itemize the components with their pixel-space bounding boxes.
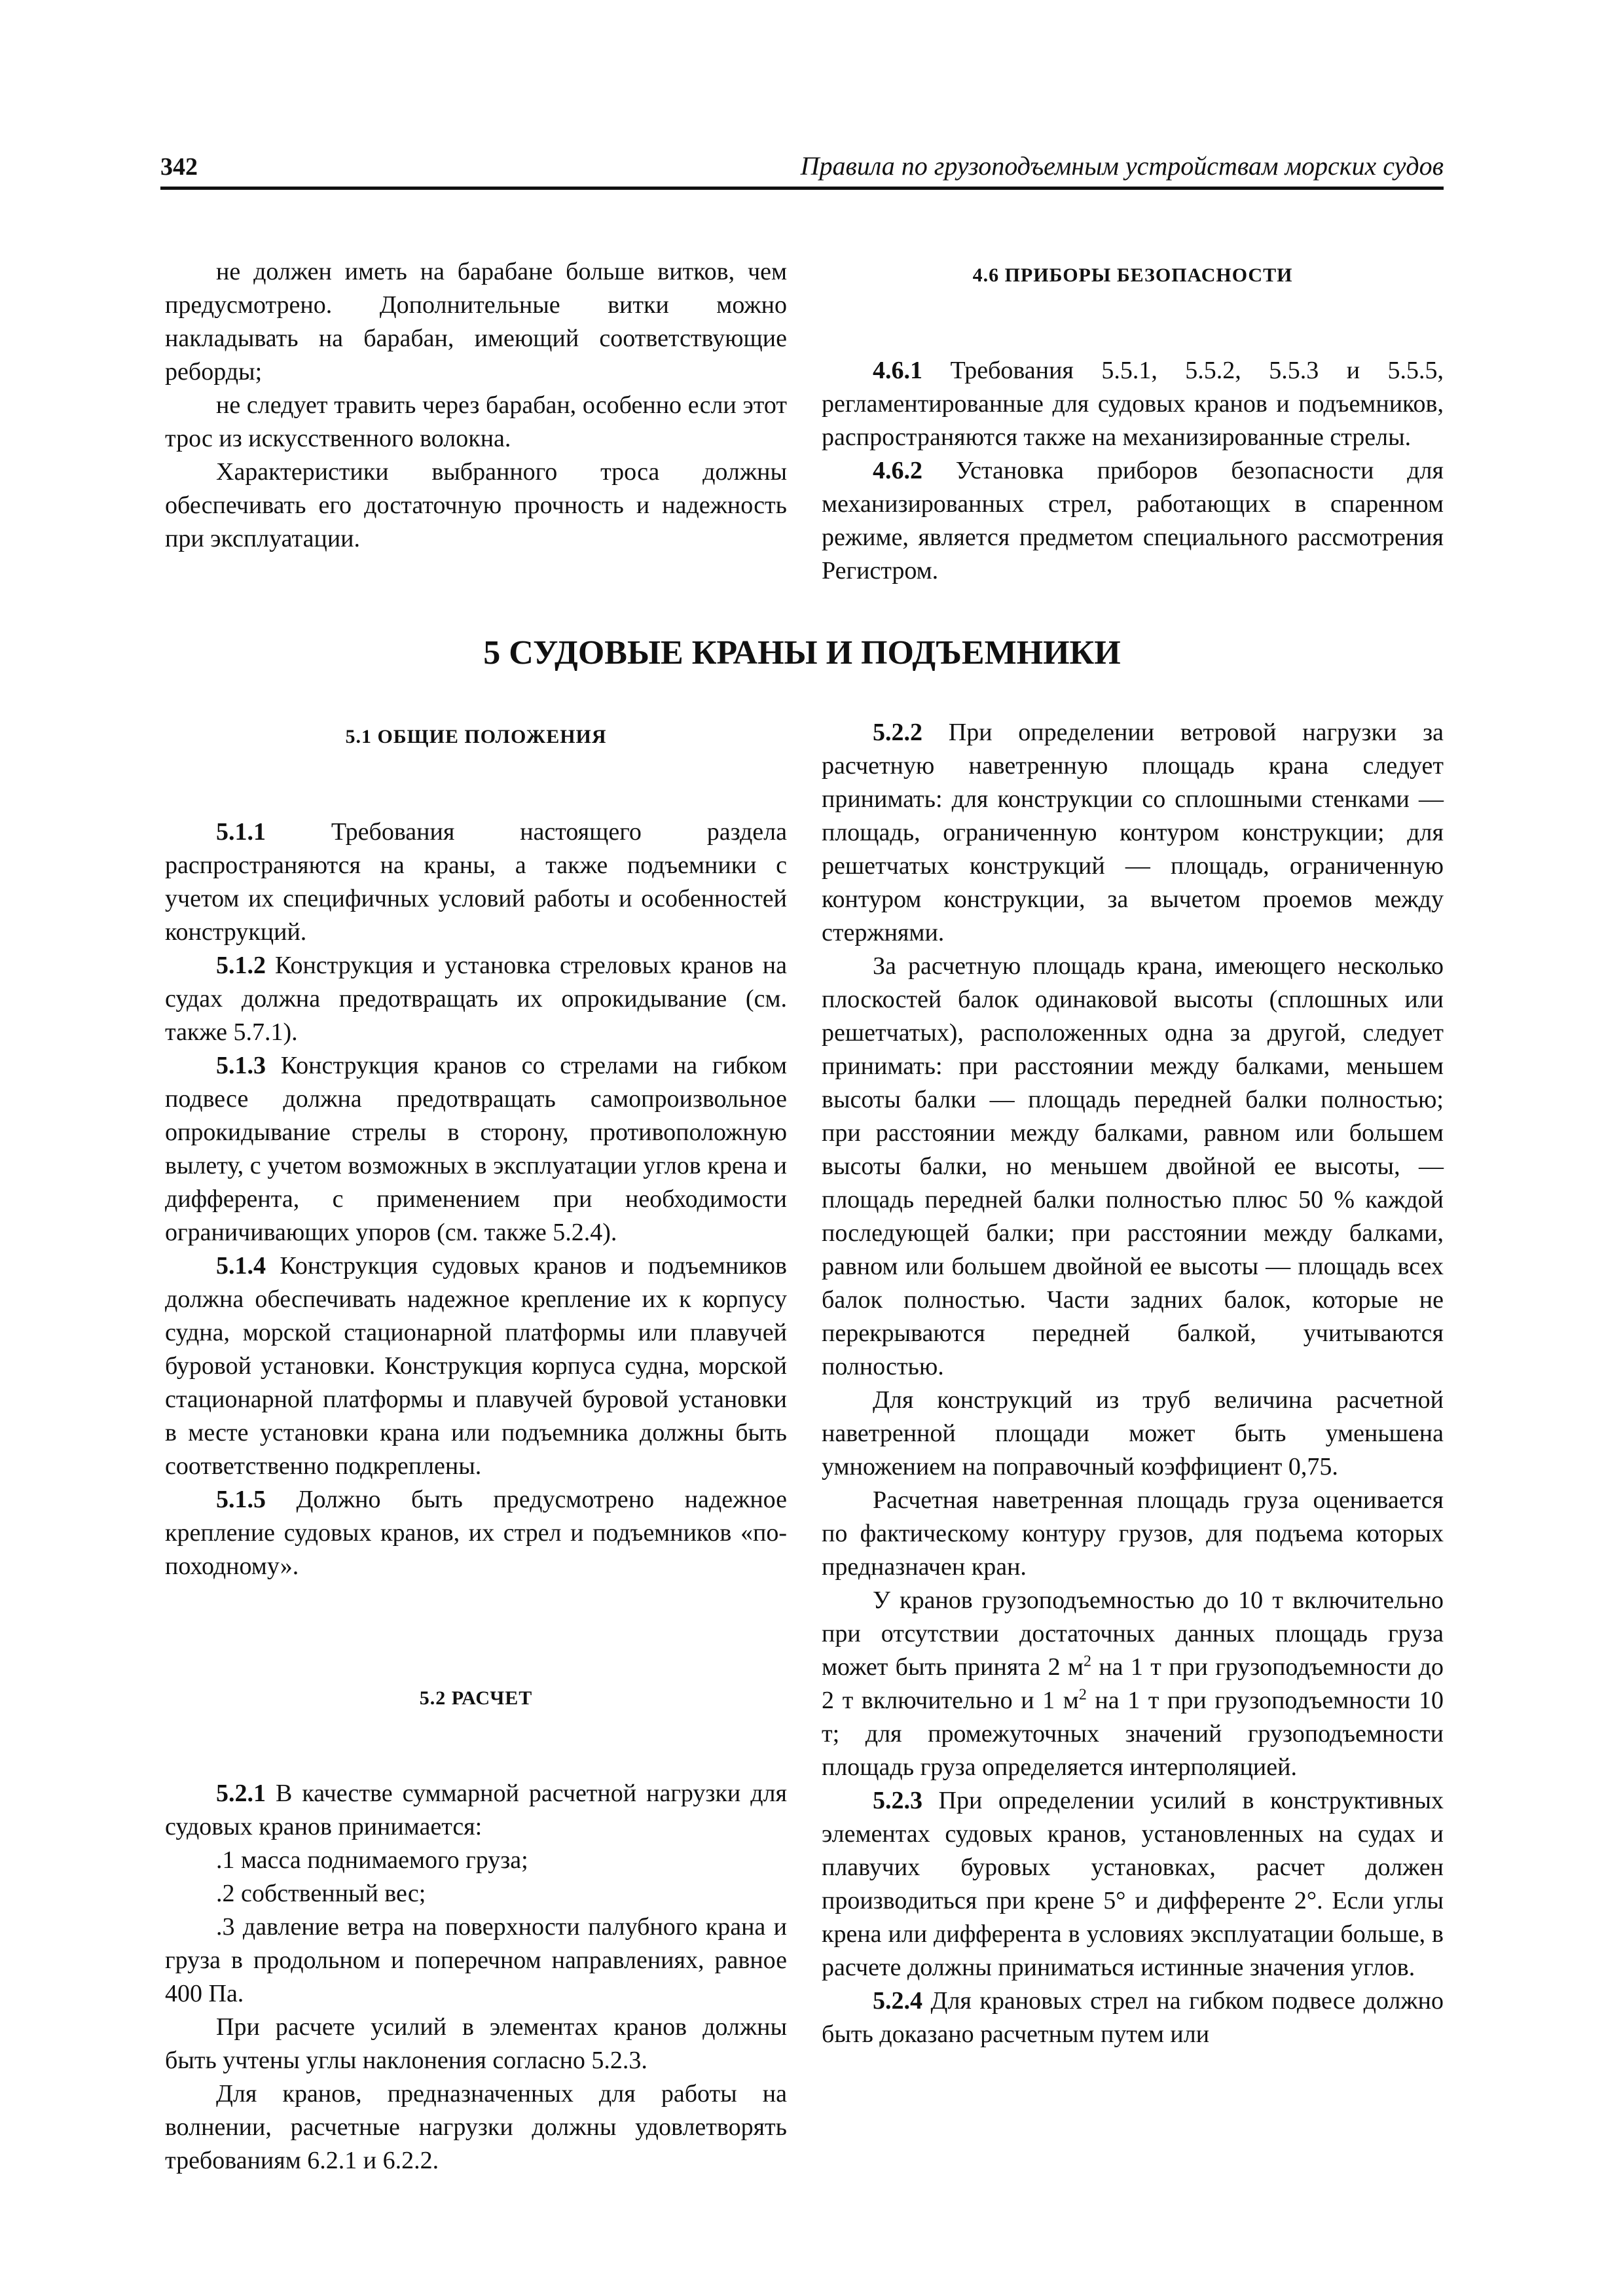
clause-number: 5.2.3 [873,1787,922,1814]
clause-text: В качестве суммарной расчетной нагрузки для судовых кранов принимается: [165,1780,787,1840]
subsection-heading-4-6: 4.6 ПРИБОРЫ БЕЗОПАСНОСТИ [972,264,1293,286]
clause-number: 5.1.5 [216,1486,266,1513]
paragraph-5-1-2 [165,949,787,1049]
paragraph-5-1-1 [165,816,787,949]
clause-number: 5.2.1 [216,1780,266,1807]
clause-number: 5.1.3 [216,1052,266,1079]
text-part: У кранов грузоподъемностью до 10 т включительно при отсутствии достаточных данных площадь груза может быть принята 2 м [822,1587,1444,1681]
clause-text: Конструкция и установка стреловых кранов на судах должна предотвращать их опрокидывание (см. также 5.7.1). [165,952,787,1046]
paragraph: Для кранов, предназначенных для работы на волнении, расчетные нагрузки должны удовлетворять требованиям 6.2.1 и 6.2.2. [165,2080,787,2174]
main-right-column [822,716,1444,2051]
superscript: 2 [1078,1686,1087,1704]
superscript: 2 [1084,1653,1091,1670]
top-right-column [822,259,1444,588]
paragraph: За расчетную площадь крана, имеющего несколько плоскостей балок одинаковой высоты (сплошных или решетчатых), расположенных одна за другой, следует принимать: при расстоянии между балками, меньшем высоты балки — площадь передней балки полностью; при расстоянии между балками, равном или большем высоты балки, но меньшем двойной ее высоты, — площадь передней балки полностью плюс 50 % каждой последующей балки; при расстоянии между балками, равном или большем двойной ее высоты — площадь всех балок полностью. Части задних балок, которые не перекрываются передней балкой, учитываются полностью. [822,952,1444,1380]
paragraph-4-6-2 [822,454,1444,588]
paragraph-4-6-1 [822,354,1444,454]
clause-text: При определении ветровой нагрузки за расчетную наветренную площадь крана следует принимать: для конструкции со сплошными стенками — площадь, ограниченную контуром конструкции; для решетчатых конструкций — площадь, ограниченную контуром конструкции, за вычетом проемов между стержнями. [822,719,1444,946]
paragraph-cargo-area [822,1584,1444,1784]
paragraph-5-1-3 [165,1049,787,1249]
subsection-heading-5-2: 5.2 РАСЧЕТ [419,1687,533,1709]
page-header [160,147,1444,190]
paragraph: Расчетная наветренная площадь груза оценивается по фактическому контуру грузов, для подъема которых предназначен кран. [822,1486,1444,1581]
paragraph-5-2-4 [822,1984,1444,2051]
clause-number: 5.1.1 [216,818,266,846]
clause-number: 5.2.4 [873,1987,922,2015]
main-left-column [165,720,787,2178]
paragraph: Для конструкций из труб величина расчетной наветренной площади может быть уменьшена умножением на поправочный коэффициент 0,75. [822,1386,1444,1480]
paragraph: Характеристики выбранного троса должны обеспечивать его достаточную прочность и надежность при эксплуатации. [165,458,787,552]
list-item-1: .1 масса поднимаемого груза; [216,1846,528,1874]
top-left-column [165,255,787,556]
list-item-3: .3 давление ветра на поверхности палубного крана и груза в продольном и поперечном направлениях, равное 400 Па. [165,1913,787,2007]
paragraph-5-1-4 [165,1249,787,1483]
page-number: 342 [160,153,198,181]
paragraph-5-2-3 [822,1784,1444,1984]
section-title: 5 СУДОВЫЕ КРАНЫ И ПОДЪЕМНИКИ [483,634,1121,672]
paragraph-5-1-5 [165,1483,787,1583]
clause-text: Требования настоящего раздела распространяются на краны, а также подъемники с учетом их специфичных условий работы и особенностей конструкций. [165,818,787,946]
subsection-heading-5-1: 5.1 ОБЩИЕ ПОЛОЖЕНИЯ [345,726,607,747]
paragraph-5-2-1 [165,1777,787,1844]
clause-number: 5.2.2 [873,719,922,746]
text-part: на 1 т при грузоподъемности до 2 т включительно и 1 м [822,1653,1444,1714]
clause-text: При определении усилий в конструктивных элементах судовых кранов, установленных на судах и плавучих буровых установках, расчет должен производиться при крене 5° и дифференте 2°. Если углы крена или дифферента в условиях эксплуатации больше, в расчете должны приниматься истинные значения углов. [822,1787,1444,1981]
clause-number: 4.6.2 [873,457,922,484]
paragraph-5-2-2 [822,716,1444,950]
clause-number: 5.1.2 [216,952,266,979]
clause-number: 4.6.1 [873,357,922,384]
paragraph: не следует травить через барабан, особенно если этот трос из искусственного волокна. [165,391,787,452]
clause-text: Должно быть предусмотрено надежное крепление судовых кранов, их стрел и подъемников «по-походному». [165,1486,787,1580]
clause-number: 5.1.4 [216,1252,266,1280]
running-title: Правила по грузоподъемным устройствам морских судов [800,151,1444,181]
clause-text: Конструкция кранов со стрелами на гибком подвесе должна предотвращать самопроизвольное опрокидывание стрелы в сторону, противоположную вылету, с учетом возможных в эксплуатации углов крена и дифферента, с применением при необходимости ограничивающих упоров (см. также 5.2.4). [165,1052,787,1246]
clause-text: Требования 5.5.1, 5.5.2, 5.5.3 и 5.5.5, регламентированные для судовых кранов и подъемников, распространяются также на механизированные стрелы. [822,357,1444,451]
paragraph: При расчете усилий в элементах кранов должны быть учтены углы наклонения согласно 5.2.3. [165,2013,787,2074]
clause-text: Установка приборов безопасности для механизированных стрел, работающих в спаренном режиме, является предметом специального рассмотрения Регистром. [822,457,1444,584]
clause-text: Для крановых стрел на гибком подвесе должно быть доказано расчетным путем или [822,1987,1444,2048]
list-item-2: .2 собственный вес; [216,1880,426,1907]
clause-text: Конструкция судовых кранов и подъемников должна обеспечивать надежное крепление их к корпусу судна, морской стационарной платформы или плавучей буровой установки. Конструкция корпуса судна, морской стационарной платформы и плавучей буровой установки в месте установки крана или подъемника должны быть соответственно подкреплены. [165,1252,787,1480]
paragraph: не должен иметь на барабане больше витков, чем предусмотрено. Дополнительные витки можно накладывать на барабан, имеющий соответствующие реборды; [165,258,787,386]
text-part: на 1 т при грузоподъемности 10 т; для промежуточных значений грузоподъемности площадь груза определяется интерполяцией. [822,1687,1444,1781]
